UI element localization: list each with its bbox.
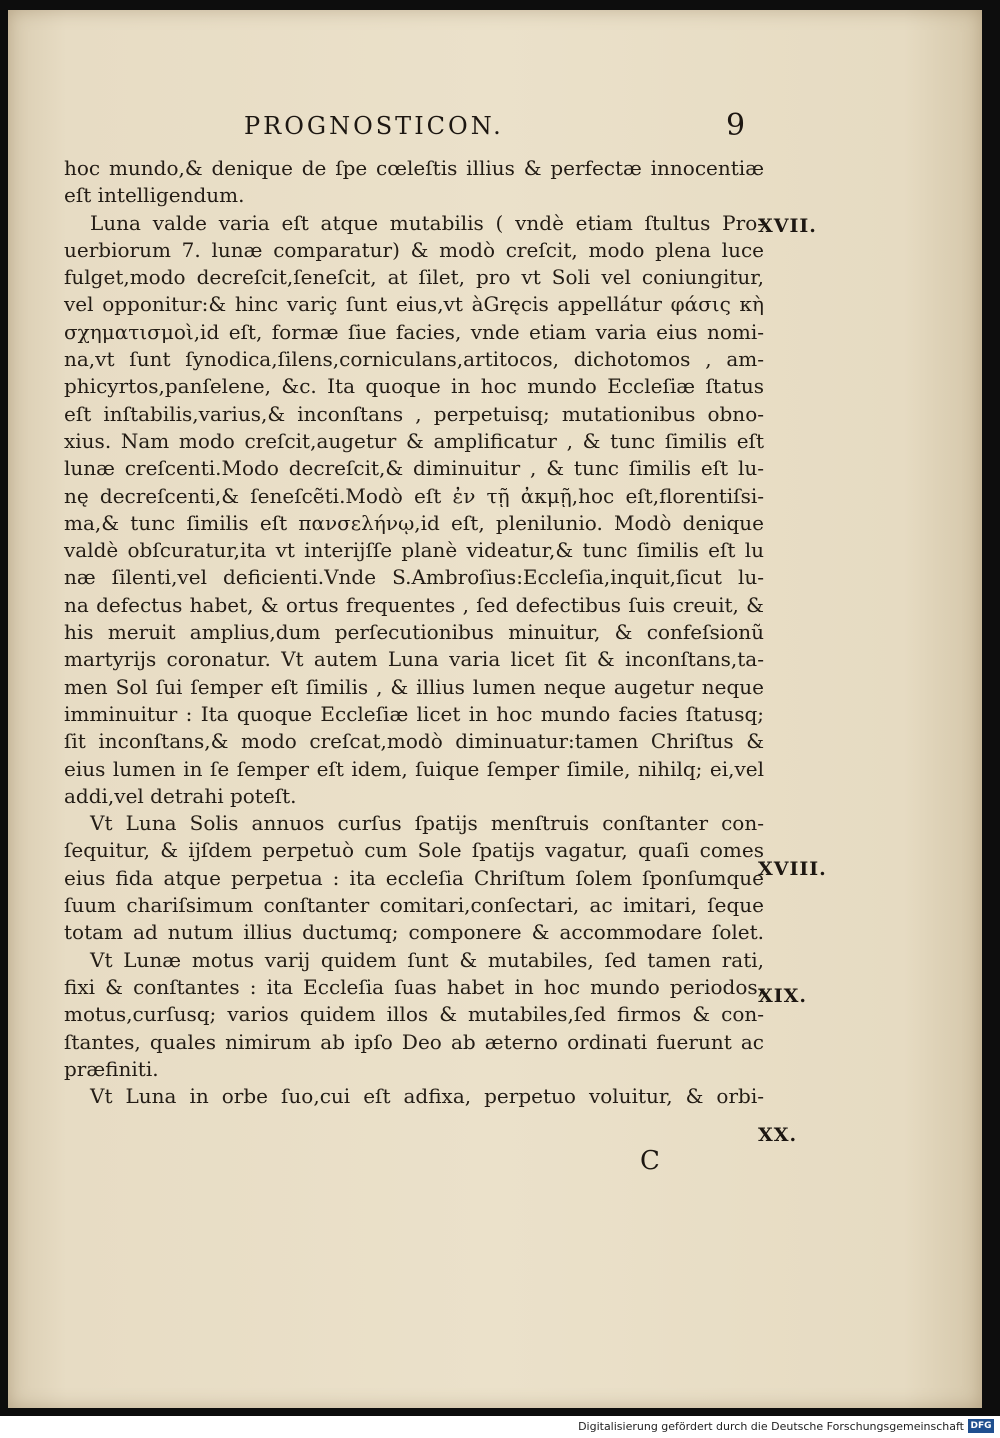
text-line: martyrijs coronatur. Vt autem Luna varia licet ſit & inconſtans,ta- (64, 647, 764, 672)
text-line: addi,vel detrahi poteſt. (64, 783, 297, 808)
text-line: nę decreſcenti,& ſeneſcẽti.Modò eſt ἐν τῇ ἀκμῇ,hoc eſt,florentiſsi- (64, 483, 764, 508)
margin-note-19: XIX. (758, 985, 807, 1007)
page-number: 9 (726, 108, 746, 143)
text-line: his meruit amplius,dum perſecutionibus minuitur, & confeſsionũ (64, 620, 764, 645)
text-line: motus,curſusq; varios quidem illos & mutabiles,ſed firmos & con- (64, 1002, 764, 1027)
text-line: Luna valde varia eſt atque mutabilis ( vndè etiam ſtultus Pro- (90, 210, 764, 235)
text-line: præfiniti. (64, 1056, 159, 1081)
text-line: fulget,modo decreſcit,ſeneſcit, at ſilet, pro vt Soli vel coniungitur, (64, 265, 764, 290)
text-line: Vt Luna Solis annuos curſus ſpatijs menſtruis conſtanter con- (90, 811, 764, 836)
text-line: ſequitur, & ijſdem perpetuò cum Sole ſpatijs vagatur, quaſi comes (64, 838, 764, 863)
dfg-logo-icon: DFG (968, 1419, 994, 1433)
text-line: ſuum chariſsimum conſtanter comitari,conſectari, ac imitari, ſeque (64, 893, 764, 918)
text-line: hoc mundo,& denique de ſpe cœleſtis illius & perfectæ innocentiæ (64, 156, 764, 180)
text-line: Vt Luna in orbe ſuo,cui eſt adfixa, perpetuo voluitur, & orbi- (90, 1084, 764, 1109)
text-line: uerbiorum 7. lunæ comparatur) & modò creſcit, modo plena luce (64, 237, 764, 262)
text-line: σχηματισμοὶ,id eſt, formæ ſiue facies, vnde etiam varia eius nomi- (64, 319, 764, 344)
text-line: valdè obſcuratur,ita vt interijſſe planè videatur,& tunc ſimilis eſt lu (64, 538, 764, 563)
text-line: ſit inconſtans,& modo creſcat,modò diminuatur:tamen Chriſtus & (64, 729, 764, 754)
body-text (64, 155, 764, 1110)
text-line: ma,& tunc ſimilis eſt πανσελήνῳ,id eſt, plenilunio. Modò denique (64, 510, 764, 535)
text-line: eius fida atque perpetua : ita eccleſia Chriſtum ſolem ſponſumque (64, 865, 764, 890)
text-line: næ ſilenti,vel deficienti.Vnde S.Ambroſius:Eccleſia,inquit,ſicut lu- (64, 565, 764, 590)
text-line: xius. Nam modo creſcit,augetur & amplificatur , & tunc ſimilis eſt (64, 428, 764, 453)
text-line: fixi & conſtantes : ita Eccleſia ſuas habet in hoc mundo periodos, (64, 974, 764, 999)
text-line: phicyrtos,panſelene, &c. Ita quoque in hoc mundo Eccleſiæ ſtatus (64, 374, 764, 399)
text-line: na defectus habet, & ortus frequentes , ſed defectibus ſuis creuit, & (64, 592, 764, 617)
margin-note-20: XX. (758, 1124, 798, 1146)
signature-mark: C (640, 1146, 660, 1176)
footer-credit: Digitalisierung gefördert durch die Deutsche Forschungsgemeinschaft (578, 1420, 964, 1433)
text-line: eius lumen in ſe ſemper eſt idem, ſuique ſemper ſimile, nihilq; ei,vel (64, 756, 764, 781)
text-line: eſt intelligendum. (64, 183, 245, 208)
text-line: ſtantes, quales nimirum ab ipſo Deo ab æterno ordinati fuerunt ac (64, 1029, 764, 1054)
page-header (230, 108, 770, 152)
text-line: men Sol ſui ſemper eſt ſimilis , & illius lumen neque augetur neque (64, 674, 764, 699)
running-title: PROGNOSTICON. (244, 112, 504, 140)
footer-bar (0, 1416, 1000, 1438)
margin-note-17: XVII. (758, 215, 817, 237)
text-line: vel opponitur:& hinc variç ſunt eius,vt àGręcis appellátur φάσις κὴ (64, 292, 764, 317)
margin-note-18: XVIII. (758, 858, 827, 880)
text-line: na,vt ſunt ſynodica,ſilens,corniculans,artitocos, dichotomos , am- (64, 347, 764, 372)
text-line: lunæ creſcenti.Modo decreſcit,& diminuitur , & tunc ſimilis eſt lu- (64, 456, 764, 481)
text-line: totam ad nutum illius ductumq; componere & accommodare ſolet. (64, 920, 764, 945)
text-line: Vt Lunæ motus varij quidem ſunt & mutabiles, ſed tamen rati, (90, 947, 764, 972)
text-line: imminuitur : Ita quoque Eccleſiæ licet in hoc mundo facies ſtatusq; (64, 701, 764, 726)
text-line: eſt inſtabilis,varius,& inconſtans , perpetuisq; mutationibus obno- (64, 401, 764, 426)
